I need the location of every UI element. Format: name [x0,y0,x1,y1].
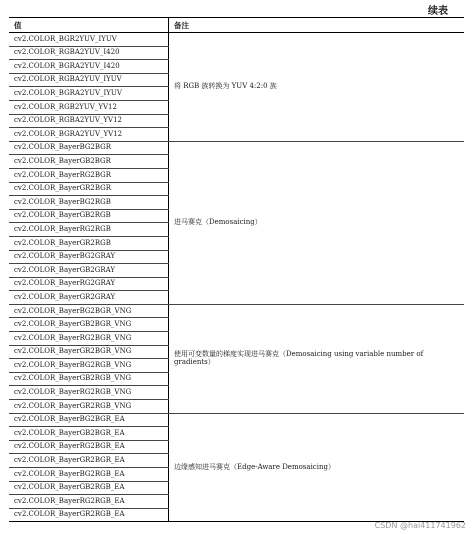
color-conversion-table [9,17,464,522]
value-cell: cv2.COLOR_BayerGR2RGB [9,236,169,250]
value-cell: cv2.COLOR_BayerRG2BGR_EA [9,440,169,454]
value-cell: cv2.COLOR_BayerGB2BGR_EA [9,427,169,441]
value-cell: cv2.COLOR_BayerBG2RGB_EA [9,468,169,482]
value-cell: cv2.COLOR_BayerBG2BGR_EA [9,413,169,427]
value-cell: cv2.COLOR_BayerGR2BGR_EA [9,454,169,468]
value-cell: cv2.COLOR_BGR2YUV_IYUV [9,33,169,47]
table-header-row [9,18,464,33]
value-cell: cv2.COLOR_BayerGR2BGR_VNG [9,345,169,359]
value-cell: cv2.COLOR_BayerRG2BGR_VNG [9,332,169,346]
value-cell: cv2.COLOR_BGRA2YUV_YV12 [9,128,169,142]
csdn-watermark: CSDN @hai411741962 [374,521,466,530]
note-cell: 进马赛克（Demosaicing） [169,141,465,304]
note-cell: 使用可变数量的梯度实现进马赛克（Demosaicing using variable number of gradients） [169,304,465,413]
value-cell: cv2.COLOR_BayerGB2BGR [9,155,169,169]
table-row [9,141,464,155]
value-cell: cv2.COLOR_BayerGR2BGR [9,182,169,196]
value-cell: cv2.COLOR_RGBA2YUV_I420 [9,46,169,60]
note-cell: 边缘感知进马赛克（Edge-Aware Demosaicing） [169,413,465,522]
header-note: 备注 [169,18,465,33]
table-continued-caption: 续表 [428,6,448,17]
value-cell: cv2.COLOR_BayerRG2GRAY [9,277,169,291]
value-cell: cv2.COLOR_BayerRG2RGB [9,223,169,237]
value-cell: cv2.COLOR_BayerGR2GRAY [9,291,169,305]
table-body [9,33,464,522]
value-cell: cv2.COLOR_BayerGB2RGB_VNG [9,372,169,386]
value-cell: cv2.COLOR_BayerGR2RGB_EA [9,508,169,522]
value-cell: cv2.COLOR_BayerGR2RGB_VNG [9,400,169,414]
value-cell: cv2.COLOR_BayerRG2RGB_EA [9,495,169,509]
value-cell: cv2.COLOR_BayerBG2BGR_VNG [9,304,169,318]
value-cell: cv2.COLOR_BGRA2YUV_I420 [9,60,169,74]
value-cell: cv2.COLOR_BGRA2YUV_IYUV [9,87,169,101]
value-cell: cv2.COLOR_BayerBG2RGB_VNG [9,359,169,373]
value-cell: cv2.COLOR_BayerBG2GRAY [9,250,169,264]
value-cell: cv2.COLOR_BayerRG2BGR [9,168,169,182]
table-row [9,304,464,318]
value-cell: cv2.COLOR_RGBA2YUV_YV12 [9,114,169,128]
value-cell: cv2.COLOR_BayerGB2RGB_EA [9,481,169,495]
value-cell: cv2.COLOR_BayerGB2RGB [9,209,169,223]
value-cell: cv2.COLOR_RGB2YUV_YV12 [9,100,169,114]
value-cell: cv2.COLOR_BayerBG2BGR [9,141,169,155]
note-cell: 将 RGB 族转换为 YUV 4:2:0 族 [169,33,465,142]
value-cell: cv2.COLOR_BayerGB2BGR_VNG [9,318,169,332]
value-cell: cv2.COLOR_BayerGB2GRAY [9,264,169,278]
header-value: 值 [9,18,169,33]
value-cell: cv2.COLOR_RGBA2YUV_IYUV [9,73,169,87]
table-row [9,413,464,427]
value-cell: cv2.COLOR_BayerBG2RGB [9,196,169,210]
value-cell: cv2.COLOR_BayerRG2RGB_VNG [9,386,169,400]
table-row [9,33,464,47]
